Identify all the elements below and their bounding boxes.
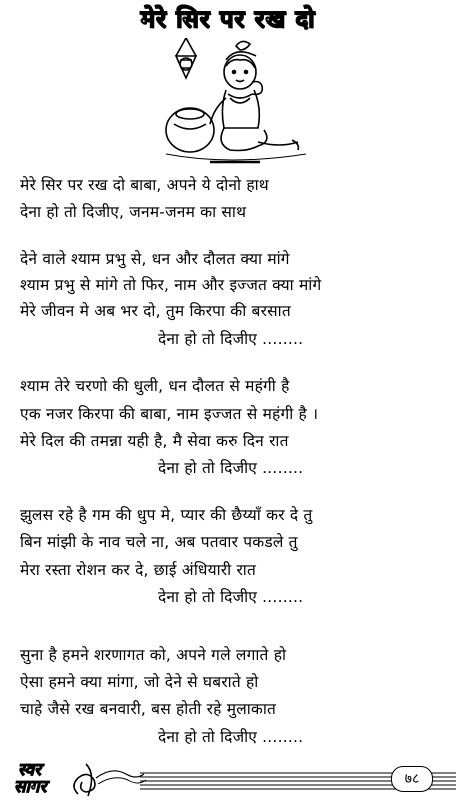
verse-line: श्याम तेरे चरणो की धुली, धन दौलत से महंगी है bbox=[20, 377, 290, 395]
logo-word-1: स्वर bbox=[18, 760, 42, 780]
treble-clef-icon bbox=[66, 760, 146, 798]
page-number: ७८ bbox=[391, 766, 433, 792]
refrain-line: देना हो तो दिजीए ........ bbox=[158, 728, 304, 746]
refrain-line: देना हो तो दिजीए ........ bbox=[158, 330, 304, 348]
refrain-line: देना हो तो दिजीए ........ bbox=[158, 588, 304, 606]
krishna-illustration bbox=[160, 38, 310, 166]
verse-line: बिन मांझी के नाव चले ना, अब पतवार पकडले तु bbox=[20, 533, 298, 551]
song-title: मेरे सिर पर रख दो bbox=[140, 5, 316, 33]
verse-line: झुलस रहे है गम की धुप मे, प्यार की छैय्याँ कर दे तु bbox=[20, 506, 313, 524]
verse-line: देना हो तो दिजीए, जनम-जनम का साथ bbox=[20, 203, 247, 221]
refrain-line: देना हो तो दिजीए ........ bbox=[158, 459, 304, 477]
verse-line: मेरा रस्ता रोशन कर दे, छाई अंधियारी रात bbox=[20, 561, 257, 579]
verse-line: देने वाले श्याम प्रभु से, धन और दौलत क्या मांगे bbox=[20, 250, 290, 268]
verse-line: मेरे जीवन मे अब भर दो, तुम किरपा की बरसात bbox=[20, 302, 291, 320]
verse-line: ऐसा हमने क्या मांगा, जो देने से घबराते हो bbox=[20, 673, 259, 691]
verse-line: एक नजर किरपा की बाबा, नाम इज्जत से महंगी है । bbox=[20, 405, 319, 423]
verse-line: मेरे दिल की तमन्ना यही है, मै सेवा करु दिन रात bbox=[20, 432, 289, 450]
logo-word-2: सागर bbox=[14, 777, 47, 797]
verse-line: चाहे जैसे रख बनवारी, बस होती रहे मुलाकात bbox=[20, 700, 277, 718]
footer-logo bbox=[4, 758, 154, 800]
verse-line: श्याम प्रभु से मांगे तो फिर, नाम और इज्जत क्या मांगे bbox=[20, 276, 322, 294]
verse-line: सुना है हमने शरणागत को, अपने गले लगाते हो bbox=[20, 646, 287, 664]
verse-line: मेरे सिर पर रख दो बाबा, अपने ये दोनो हाथ bbox=[20, 176, 269, 194]
